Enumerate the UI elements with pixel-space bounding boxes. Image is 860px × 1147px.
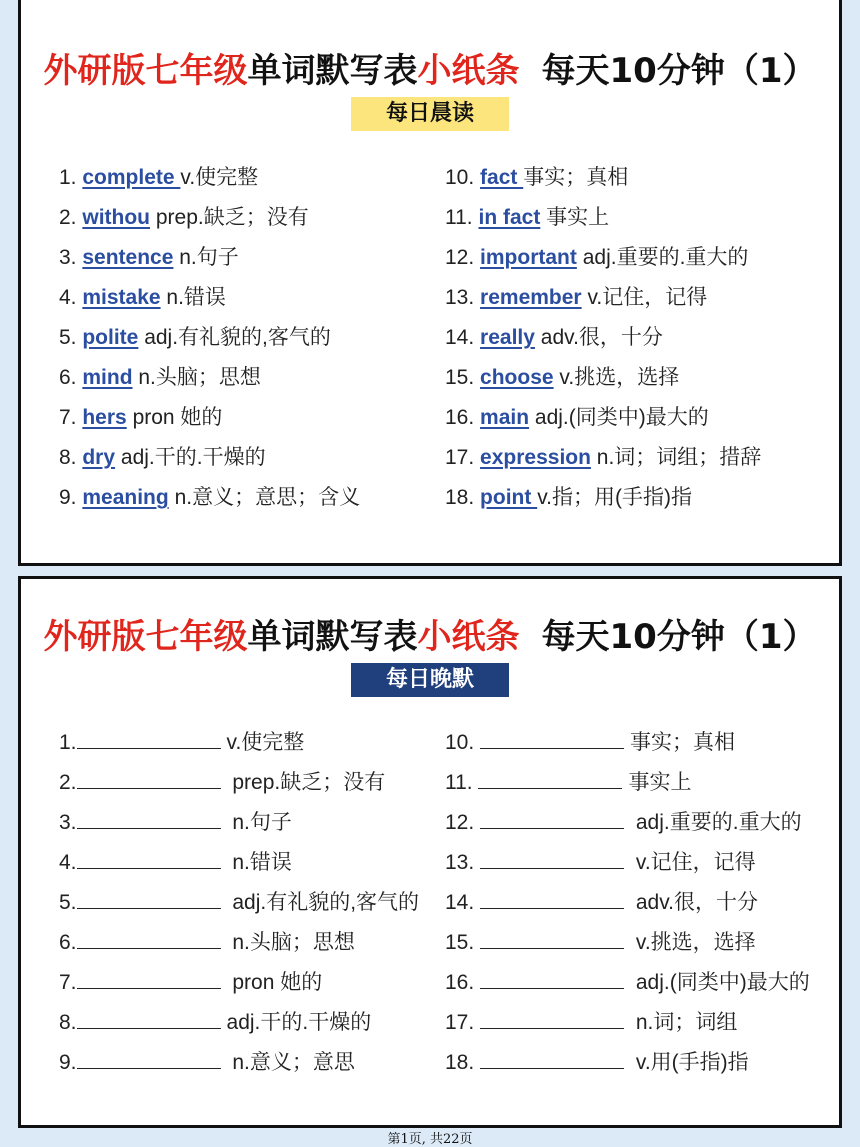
vocab-row: [59, 165, 360, 205]
vocab-row: [445, 205, 761, 245]
chinese-meaning: 事实上: [628, 771, 692, 794]
chinese-meaning: v.使完整: [226, 731, 305, 754]
dictation-row: [445, 767, 810, 807]
chinese-meaning: n.句子: [179, 246, 239, 269]
chinese-meaning: n.错误: [166, 286, 226, 309]
blank-line[interactable]: [480, 1007, 624, 1029]
item-number: 18.: [445, 1051, 475, 1074]
item-number: 16.: [445, 971, 475, 994]
chinese-meaning: n.错误: [226, 851, 292, 874]
item-number: 7.: [59, 406, 77, 429]
chinese-meaning: n.意义；意思；含义: [174, 486, 361, 509]
item-number: 15.: [445, 366, 475, 389]
dictation-row: [59, 1007, 419, 1047]
item-number: 3.: [59, 811, 77, 834]
chinese-meaning: n.句子: [226, 811, 292, 834]
item-number: 8.: [59, 446, 77, 469]
vocab-row: [59, 445, 360, 485]
dictation-row: [445, 927, 810, 967]
chinese-meaning: v.挑选，选择: [559, 366, 680, 389]
blank-line[interactable]: [480, 847, 624, 869]
chinese-meaning: adj.重要的.重大的: [630, 811, 802, 834]
chinese-meaning: adj.干的.干燥的: [120, 446, 266, 469]
dictation-row: [445, 727, 810, 767]
item-number: 15.: [445, 931, 475, 954]
morning-reading-card: [18, 0, 842, 566]
blank-line[interactable]: [77, 1047, 221, 1069]
vocab-row: [445, 365, 761, 405]
item-number: 13.: [445, 851, 475, 874]
title-red-part-1: 外研版七年级: [43, 617, 248, 657]
vocab-row: [59, 285, 360, 325]
dictation-row: [59, 967, 419, 1007]
item-number: 13.: [445, 286, 475, 309]
page-footer: 第1页, 共22页: [387, 1132, 473, 1147]
title-red-part-2: 小纸条: [417, 51, 520, 91]
vocab-row: [445, 405, 761, 445]
blank-line[interactable]: [478, 767, 622, 789]
item-number: 6.: [59, 931, 77, 954]
vocab-row: [445, 165, 761, 205]
item-number: 4.: [59, 286, 77, 309]
english-word: fact: [480, 166, 524, 189]
item-number: 12.: [445, 811, 475, 834]
english-word: meaning: [82, 486, 169, 509]
english-word: really: [480, 326, 535, 349]
english-word: polite: [82, 326, 139, 349]
chinese-meaning: adj.有礼貌的,客气的: [144, 326, 331, 349]
blank-line[interactable]: [77, 807, 221, 829]
item-number: 14.: [445, 326, 475, 349]
blank-line[interactable]: [77, 967, 221, 989]
title-black-part-1: 单词默写表: [247, 51, 418, 91]
blank-line[interactable]: [480, 887, 624, 909]
vocab-row: [59, 245, 360, 285]
chinese-meaning: n.意义；意思: [226, 1051, 355, 1074]
morning-tag: 每日晨读: [351, 97, 509, 131]
english-word: sentence: [82, 246, 174, 269]
vocab-row: [59, 365, 360, 405]
vocab-row: [445, 245, 761, 285]
item-number: 2.: [59, 771, 77, 794]
item-number: 2.: [59, 206, 77, 229]
dictation-row: [445, 847, 810, 887]
evening-tag: 每日晚默: [351, 663, 509, 697]
chinese-meaning: pron 她的: [132, 406, 223, 429]
dictation-row: [59, 887, 419, 927]
chinese-meaning: adj.(同类中)最大的: [630, 971, 810, 994]
item-number: 10.: [445, 166, 475, 189]
item-number: 9.: [59, 1051, 77, 1074]
chinese-meaning: v.挑选，选择: [630, 931, 756, 954]
item-number: 5.: [59, 891, 77, 914]
evening-left-column: [59, 727, 419, 1087]
blank-line[interactable]: [480, 727, 624, 749]
vocab-row: [59, 405, 360, 445]
dictation-row: [445, 1007, 810, 1047]
english-word: dry: [82, 446, 116, 469]
title-black-part-2: 每天10分钟（1）: [541, 51, 817, 91]
item-number: 18.: [445, 486, 475, 509]
title-red-part-1: 外研版七年级: [43, 51, 248, 91]
chinese-meaning: n.词；词组: [630, 1011, 738, 1034]
english-word: main: [480, 406, 530, 429]
evening-title: [21, 609, 839, 658]
chinese-meaning: 事实上: [546, 206, 610, 229]
english-word: complete: [82, 166, 181, 189]
blank-line[interactable]: [77, 887, 221, 909]
dictation-row: [445, 807, 810, 847]
blank-line[interactable]: [77, 1007, 221, 1029]
chinese-meaning: v.记住，记得: [630, 851, 756, 874]
chinese-meaning: v.使完整: [180, 166, 259, 189]
chinese-meaning: adv.很，十分: [630, 891, 759, 914]
morning-left-column: [59, 165, 360, 525]
chinese-meaning: adj.重要的.重大的: [582, 246, 749, 269]
chinese-meaning: 事实；真相: [523, 166, 629, 189]
english-word: withou: [82, 206, 151, 229]
english-word: remember: [480, 286, 582, 309]
english-word: important: [480, 246, 577, 269]
item-number: 1.: [59, 166, 77, 189]
english-word: mind: [82, 366, 133, 389]
item-number: 14.: [445, 891, 475, 914]
item-number: 5.: [59, 326, 77, 349]
item-number: 4.: [59, 851, 77, 874]
title-black-part-1: 单词默写表: [247, 617, 418, 657]
item-number: 6.: [59, 366, 77, 389]
item-number: 12.: [445, 246, 475, 269]
dictation-row: [59, 1047, 419, 1087]
blank-line[interactable]: [77, 927, 221, 949]
vocab-row: [445, 285, 761, 325]
chinese-meaning: prep.缺乏；没有: [226, 771, 386, 794]
dictation-row: [59, 767, 419, 807]
dictation-row: [445, 887, 810, 927]
dictation-row: [59, 927, 419, 967]
blank-line[interactable]: [480, 807, 624, 829]
vocab-row: [445, 445, 761, 485]
item-number: 10.: [445, 731, 475, 754]
blank-line[interactable]: [480, 967, 624, 989]
item-number: 7.: [59, 971, 77, 994]
vocab-row: [59, 485, 360, 525]
item-number: 9.: [59, 486, 77, 509]
item-number: 17.: [445, 1011, 475, 1034]
blank-line[interactable]: [77, 727, 221, 749]
english-word: choose: [480, 366, 554, 389]
dictation-row: [59, 847, 419, 887]
vocab-row: [59, 325, 360, 365]
dictation-row: [59, 727, 419, 767]
item-number: 1.: [59, 731, 77, 754]
chinese-meaning: adv.很，十分: [540, 326, 663, 349]
chinese-meaning: v.指；用(手指)指: [537, 486, 692, 509]
item-number: 3.: [59, 246, 77, 269]
dictation-row: [445, 1047, 810, 1087]
chinese-meaning: prep.缺乏；没有: [155, 206, 309, 229]
dictation-row: [445, 967, 810, 1007]
english-word: hers: [82, 406, 127, 429]
chinese-meaning: 事实；真相: [630, 731, 736, 754]
chinese-meaning: n.头脑；思想: [226, 931, 355, 954]
item-number: 11.: [445, 206, 473, 229]
chinese-meaning: adj.有礼貌的,客气的: [226, 891, 420, 914]
vocab-row: [59, 205, 360, 245]
blank-line[interactable]: [480, 1047, 624, 1069]
chinese-meaning: pron 她的: [226, 971, 323, 994]
evening-right-column: [445, 727, 810, 1087]
evening-dictation-card: [18, 576, 842, 1128]
blank-line[interactable]: [77, 847, 221, 869]
item-number: 11.: [445, 771, 473, 794]
item-number: 16.: [445, 406, 475, 429]
chinese-meaning: v.记住，记得: [587, 286, 708, 309]
english-word: mistake: [82, 286, 161, 309]
title-black-part-2: 每天10分钟（1）: [541, 617, 817, 657]
chinese-meaning: v.用(手指)指: [630, 1051, 749, 1074]
chinese-meaning: n.头脑；思想: [138, 366, 261, 389]
chinese-meaning: adj.干的.干燥的: [226, 1011, 372, 1034]
chinese-meaning: adj.(同类中)最大的: [534, 406, 709, 429]
english-word: expression: [480, 446, 591, 469]
blank-line[interactable]: [77, 767, 221, 789]
item-number: 17.: [445, 446, 475, 469]
blank-line[interactable]: [480, 927, 624, 949]
dictation-row: [59, 807, 419, 847]
vocab-row: [445, 485, 761, 525]
english-word: point: [480, 486, 538, 509]
item-number: 8.: [59, 1011, 77, 1034]
morning-right-column: [445, 165, 761, 525]
english-word: in fact: [478, 206, 541, 229]
title-red-part-2: 小纸条: [417, 617, 520, 657]
vocab-row: [445, 325, 761, 365]
morning-title: [21, 43, 839, 92]
chinese-meaning: n.词；词组；措辞: [596, 446, 762, 469]
